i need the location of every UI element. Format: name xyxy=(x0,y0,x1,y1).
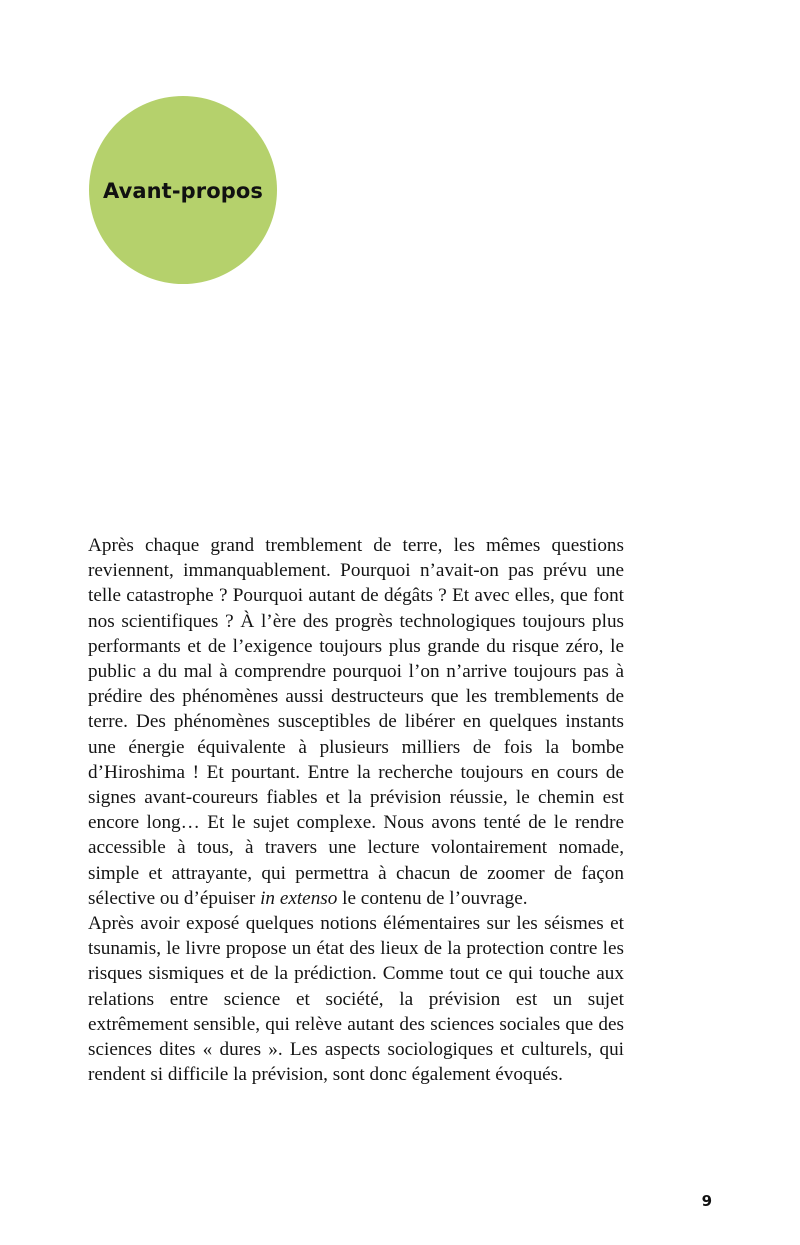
paragraph-1-italic-phrase: in extenso xyxy=(260,887,338,909)
chapter-heading-bubble xyxy=(89,96,277,284)
paragraph-1-part-2: le contenu de l’ouvrage. xyxy=(337,887,528,909)
paragraph-1 xyxy=(88,533,624,911)
paragraph-2: Après avoir exposé quelques notions élémentaires sur les séismes et tsunamis, le livre propose un état des lieux de la protection contre les risques sismiques et de la prédiction. Comme tout ce qui touche aux relations entre science et société, la prévision est un sujet extrêmement sensible, qui relève autant des sciences sociales que des sciences dites « dures ». Les aspects sociologiques et culturels, qui rendent si difficile la prévision, sont donc également évoqués. xyxy=(88,913,624,1086)
page-number: 9 xyxy=(701,1192,712,1210)
body-text xyxy=(88,533,624,1087)
paragraph-1-part-1: Après chaque grand tremblement de terre, les mêmes questions reviennent, immanquablement. Pourquoi n’avait-on pas prévu une telle catastrophe ? Pourquoi autant de dégâts ? Et avec elles, que font nos scientifiques ? À l’ère des progrès technologiques toujours plus performants et de l’exigence toujours plus grande du risque zéro, le public a du mal à comprendre pourquoi l’on n’arrive toujours pas à prédire des phénomènes aussi destructeurs que les tremblements de terre. Des phénomènes susceptibles de libérer en quelques instants une énergie équivalente à plusieurs milliers de fois la bombe d’Hiroshima ! Et pourtant. Entre la recherche toujours en cours de signes avant-coureurs fiables et la prévision réussie, le chemin est encore long… Et le sujet complexe. Nous avons tenté de le rendre accessible à tous, à travers une lecture volontairement nomade, simple et attrayante, qui permettra à chacun de zoomer de façon sélective ou d’épuiser xyxy=(88,535,624,909)
page-title: Avant-propos xyxy=(102,179,264,203)
